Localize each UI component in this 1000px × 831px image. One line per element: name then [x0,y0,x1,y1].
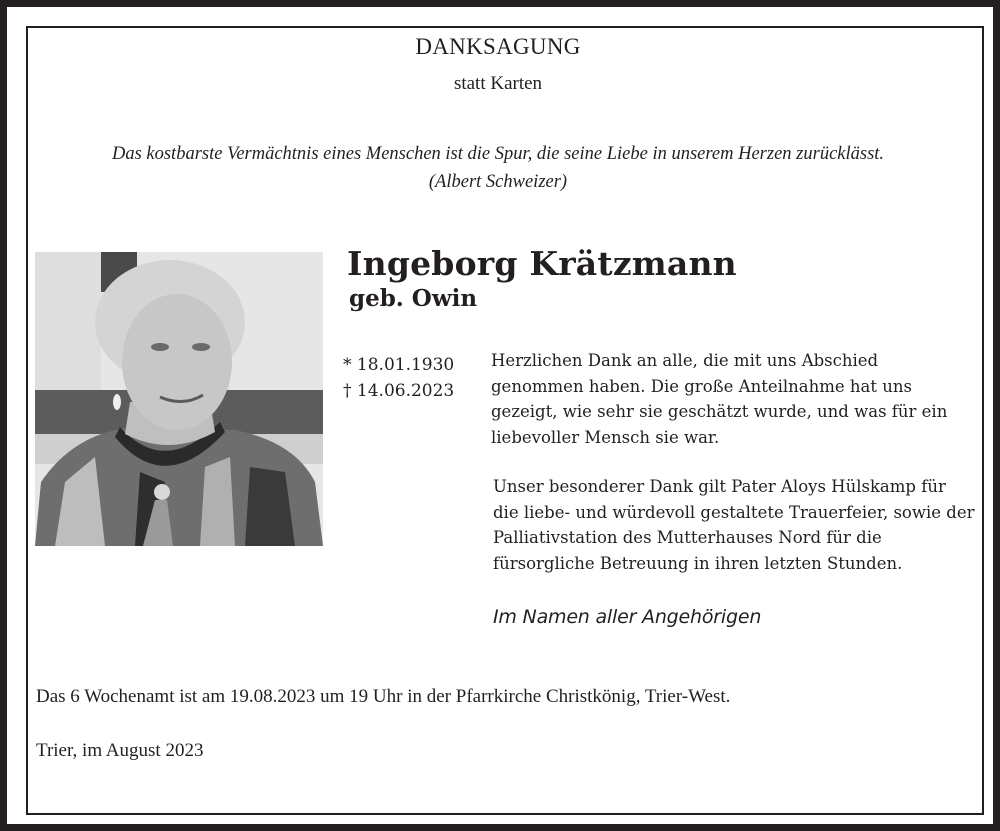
paragraph-line: Unser besonderer Dank gilt Pater Aloys Hülskamp für [493,477,946,496]
life-dates [343,352,454,404]
quote-text: Das kostbarste Vermächtnis eines Menschen ist die Spur, die seine Liebe in unserem Herzen zurücklässt. [111,144,885,164]
service-info: Das 6 Wochenamt ist am 19.08.2023 um 19 Uhr in der Pfarrkirche Christkönig, Trier-West. [36,686,731,707]
paragraph-line: liebevoller Mensch sie war. [491,427,720,447]
portrait-image [35,252,323,546]
notice-heading: DANKSAGUNG [415,34,581,59]
thanks-paragraph-1 [491,348,947,450]
maiden-name: geb. Owin [349,285,478,312]
place-date: Trier, im August 2023 [36,740,204,761]
paragraph-line: genommen haben. Die große Anteilnahme hat uns [491,376,912,396]
thanks-paragraph-2 [493,474,974,576]
signoff: Im Namen aller Angehörigen [493,606,762,628]
paragraph-line: fürsorgliche Betreuung in ihren letzten Stunden. [493,553,903,573]
paragraph-line: gezeigt, wie sehr sie geschätzt wurde, und was für ein [491,402,948,421]
paragraph-line: die liebe- und würdevoll gestaltete Trauerfeier, sowie der [493,502,975,522]
portrait-photo [35,252,323,546]
quote-author: (Albert Schweizer) [428,172,568,192]
death-date: † 14.06.2023 [343,381,455,401]
birth-date: * 18.01.1930 [343,355,455,375]
deceased-name: Ingeborg Krätzmann [347,244,737,283]
paragraph-line: Palliativstation des Mutterhauses Nord für die [493,528,882,547]
notice-subheading: statt Karten [453,73,543,94]
paragraph-line: Herzlichen Dank an alle, die mit uns Abschied [491,351,879,370]
